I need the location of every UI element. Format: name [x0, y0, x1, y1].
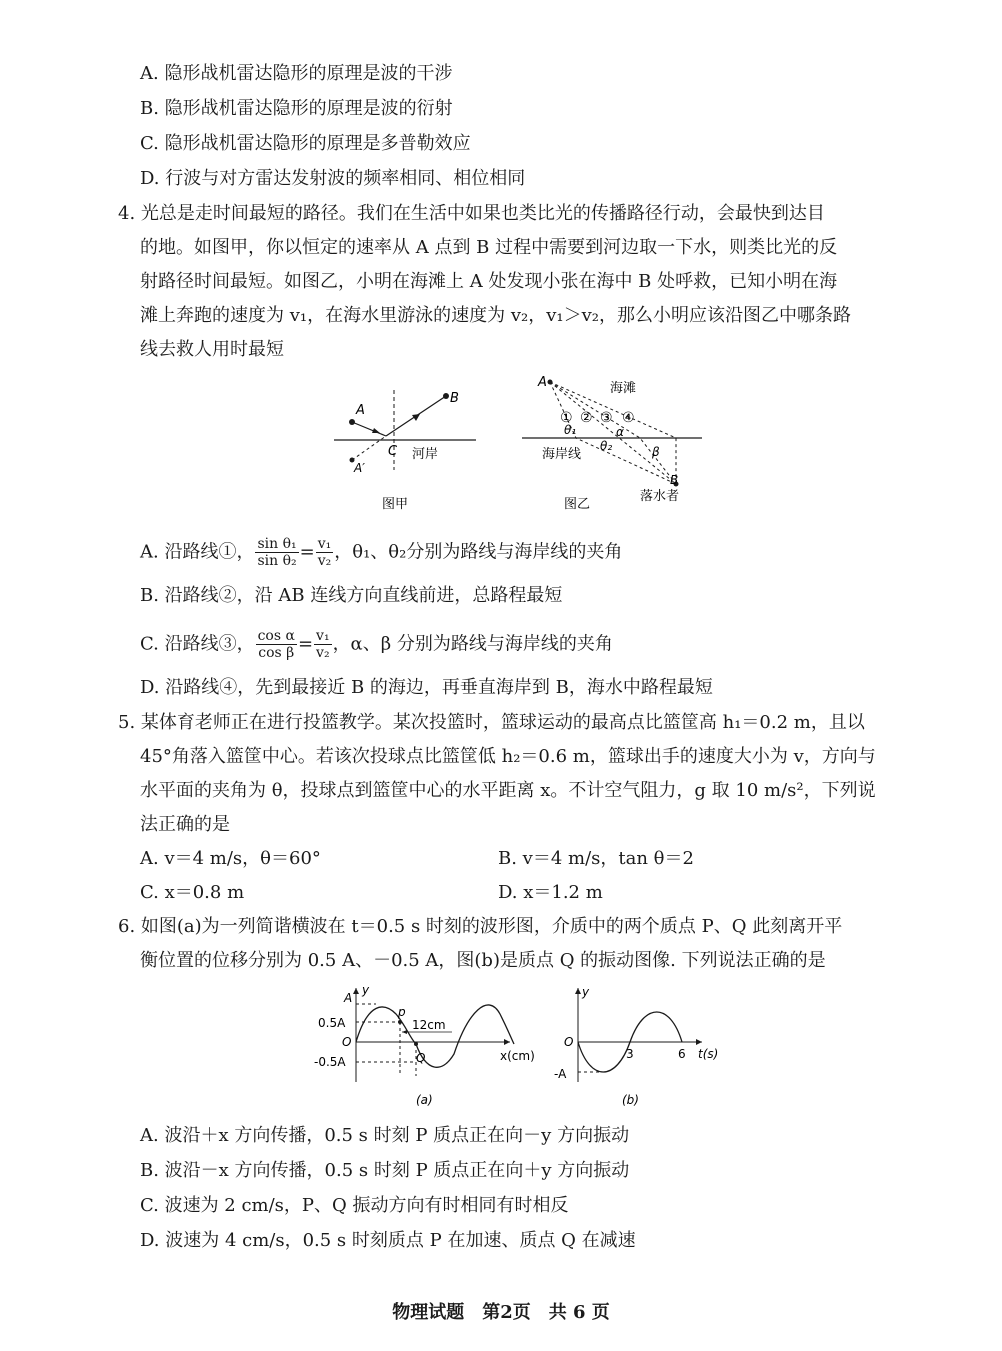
fig-a-distance: 12cm	[412, 1018, 446, 1032]
q4-option-d: D. 沿路线④，先到最接近 B 的海边，再垂直海岸到 B，海水中路程最短	[140, 677, 713, 698]
q5-option-c: C. x＝0.8 m	[140, 882, 245, 903]
q6-option-a: A. 波沿＋x 方向传播，0.5 s 时刻 P 质点正在向－y 方向振动	[140, 1125, 630, 1146]
fig-yi-route-1: ①	[560, 410, 573, 426]
q5-option-d: D. x＝1.2 m	[498, 882, 603, 903]
q5-stem-line-4: 法正确的是	[140, 814, 230, 835]
fig-yi-drowning-label: 落水者	[640, 489, 680, 504]
q4-stem-line-2: 的地。如图甲，你以恒定的速率从 A 点到 B 过程中需要到河边取一下水，则类比光的反	[140, 237, 838, 258]
figure-jia	[330, 380, 480, 520]
fig-a-neg-half-label: -0.5A	[314, 1055, 346, 1069]
fig-a-x-label: x(cm)	[500, 1049, 535, 1063]
fig-a-caption: (a)	[416, 1093, 433, 1107]
fig-jia-label-a: A	[356, 403, 365, 418]
fig-yi-route-2: ②	[580, 410, 593, 426]
q4-stem-line-3: 射路径时间最短。如图乙，小明在海滩上 A 处发现小张在海中 B 处呼救，已知小明在海	[140, 271, 838, 292]
q6-option-c: C. 波速为 2 cm/s，P、Q 振动方向有时相同有时相反	[140, 1195, 569, 1216]
fig-jia-label-c: C	[388, 444, 398, 459]
fig-jia-label-a-prime: A′	[354, 461, 365, 475]
q6-option-b: B. 波沿－x 方向传播，0.5 s 时刻 P 质点正在向＋y 方向振动	[140, 1160, 630, 1181]
q5-stem-line-3: 水平面的夹角为 θ，投球点到篮筐中心的水平距离 x。不计空气阻力，g 取 10 m/s²，下列说	[140, 780, 876, 801]
fig-b-tick-3: 3	[626, 1047, 634, 1061]
fig-b-t-label: t(s)	[698, 1047, 719, 1061]
fig-a-y-label: y	[362, 983, 370, 997]
fig-yi-beach-label: 海滩	[610, 381, 637, 396]
q4-option-c: C. 沿路线③， $\frac{\text{cos α}}{\text{cos β}}$ = $\frac{\text{v₁}}{\text{v₂}}$ ，α、β 分别为路线与海岸线的夹角	[140, 628, 613, 661]
q5-stem-line-2: 45°角落入篮筐中心。若该次投球点比篮筐低 h₂＝0.6 m，篮球出手的速度大小为 v，方向与	[140, 746, 876, 767]
fig-yi-label-b: B	[670, 473, 679, 487]
fig-a-half-label: 0.5A	[318, 1016, 346, 1030]
q5-stem-line-1: 5. 某体育老师正在进行投篮教学。某次投篮时，篮球运动的最高点比篮筐高 h₁＝0.2 m，且以	[118, 712, 865, 733]
q3-option-c: C. 隐形战机雷达隐形的原理是多普勒效应	[140, 133, 471, 154]
q3-option-b: B. 隐形战机雷达隐形的原理是波的衍射	[140, 98, 453, 119]
q4-stem-line-1: 4. 光总是走时间最短的路径。我们在生活中如果也类比光的传播路径行动，会最快到达目	[118, 203, 825, 224]
figure-yi	[520, 370, 710, 520]
fig-yi-beta: β	[652, 445, 660, 459]
fig-jia-river-label: 河岸	[412, 447, 439, 462]
q3-option-a: A. 隐形战机雷达隐形的原理是波的干涉	[140, 63, 453, 84]
fig-yi-route-4: ④	[622, 410, 635, 426]
q3-option-d: D. 行波与对方雷达发射波的频率相同、相位相同	[140, 168, 526, 189]
fig-b-neg-amp-label: -A	[554, 1067, 567, 1081]
fig-yi-theta2: θ₂	[600, 439, 613, 453]
q4-stem-line-5: 线去救人用时最短	[140, 339, 284, 360]
fig-jia-caption: 图甲	[382, 497, 409, 512]
fig-a-amp-label: A	[344, 991, 353, 1005]
q6-stem-line-1: 6. 如图(a)为一列简谐横波在 t＝0.5 s 时刻的波形图，介质中的两个质点 P、Q 此刻离开平	[118, 916, 843, 937]
fig-b-tick-6: 6	[678, 1047, 686, 1061]
figure-b-vibration	[548, 982, 728, 1110]
q5-option-b: B. v＝4 m/s，tan θ＝2	[498, 848, 694, 869]
fig-a-point-q: Q	[416, 1051, 426, 1065]
fig-jia-label-b: B	[450, 391, 459, 406]
page-footer: 物理试题 第2页 共 6 页	[392, 1302, 610, 1323]
q4-stem-line-4: 滩上奔跑的速度为 v₁，在海水里游泳的速度为 v₂，v₁＞v₂，那么小明应该沿图乙中哪条路	[140, 305, 851, 326]
figure-a-waveform	[312, 982, 552, 1110]
fig-yi-caption: 图乙	[564, 497, 591, 512]
q5-option-a: A. v＝4 m/s，θ＝60°	[140, 848, 321, 869]
fig-a-origin: O	[342, 1035, 352, 1049]
q6-option-d: D. 波速为 4 cm/s，0.5 s 时刻质点 P 在加速、质点 Q 在减速	[140, 1230, 636, 1251]
fig-yi-alpha: α	[616, 425, 624, 439]
fig-a-point-p: p	[398, 1005, 406, 1019]
fig-b-caption: (b)	[622, 1093, 639, 1107]
fig-yi-coast-label: 海岸线	[542, 447, 582, 462]
fig-yi-route-3: ③	[600, 410, 613, 426]
q6-stem-line-2: 衡位置的位移分别为 0.5 A、－0.5 A，图(b)是质点 Q 的振动图像. 下列说法正确的是	[140, 950, 826, 971]
q4-option-b: B. 沿路线②，沿 AB 连线方向直线前进，总路程最短	[140, 585, 563, 606]
fig-yi-theta1: θ₁	[564, 423, 577, 437]
q4-option-a: A. 沿路线①， $\frac{\text{sin θ₁}}{\text{sin θ₂}}$ = $\frac{\text{v₁}}{\text{v₂}}$ ，θ₁、θ₂分别为路线与海岸线的夹角	[140, 536, 623, 569]
fig-b-origin: O	[564, 1035, 574, 1049]
fig-b-y-label: y	[582, 985, 590, 999]
fig-yi-label-a: A	[538, 375, 547, 390]
